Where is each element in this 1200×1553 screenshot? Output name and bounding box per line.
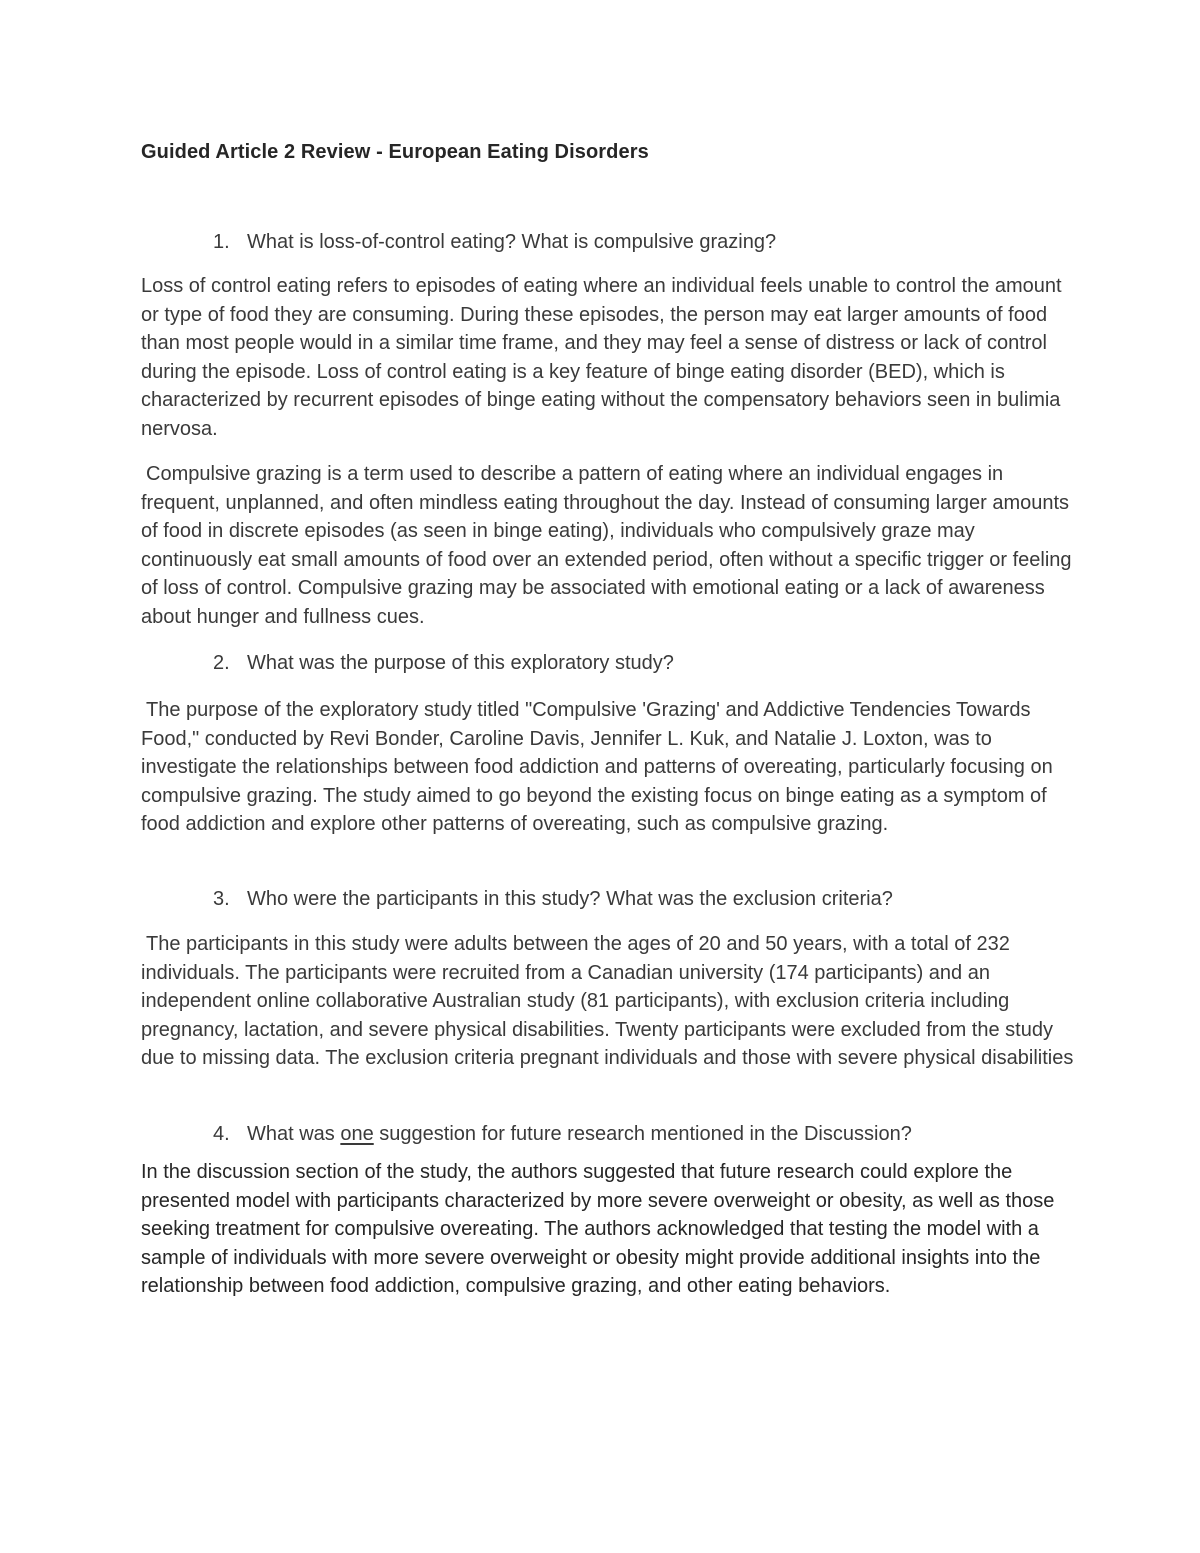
question-number: 4. [213,1123,230,1145]
question-text: Who were the participants in this study? What was the exclusion criteria? [247,888,893,910]
question-text: What is loss-of-control eating? What is compulsive grazing? [247,231,777,253]
question-number: 1. [213,231,230,253]
document-title: Guided Article 2 Review - European Eating Disorders [141,141,649,163]
question-number: 3. [213,888,230,910]
answer-1-paragraph-2: Compulsive grazing is a term used to describe a pattern of eating where an individual engages in frequent, unplanned, and often mindless eating throughout the day. Instead of consuming larger amounts of food in discrete episodes (as seen in binge eating), individuals who compulsively graze may continuously eat small amounts of food over an extended period, often without a specific trigger or feeling of loss of control. Compulsive grazing may be associated with emotional eating or a lack of awareness about hunger and fullness cues. [141,463,1072,628]
question-emphasis: one [340,1123,374,1145]
question-4 [213,1121,912,1147]
question-text-end: suggestion for future research mentioned in the Discussion? [373,1123,912,1145]
question-text-start: What was [247,1123,341,1145]
question-text: What was the purpose of this exploratory study? [247,652,674,674]
answer-2-paragraph-1: The purpose of the exploratory study titled "Compulsive 'Grazing' and Addictive Tendencies Towards Food," conducted by Revi Bonder, Caroline Davis, Jennifer L. Kuk, and Natalie J. Loxton, was to investigate the relationships between food addiction and patterns of overeating, particularly focusing on compulsive grazing. The study aimed to go beyond the existing focus on binge eating as a symptom of food addiction and explore other patterns of overeating, such as compulsive grazing. [141,699,1053,836]
question-1 [213,229,776,255]
answer-3-paragraph-1: The participants in this study were adults between the ages of 20 and 50 years, with a total of 232 individuals. The participants were recruited from a Canadian university (174 participants) and an independent online collaborative Australian study (81 participants), with exclusion criteria including pregnancy, lactation, and severe physical disabilities. Twenty participants were excluded from the study due to missing data. The exclusion criteria pregnant individuals and those with severe physical disabilities [141,933,1074,1070]
answer-4-paragraph-1: In the discussion section of the study, the authors suggested that future research could explore the presented model with participants characterized by more severe overweight or obesity, as well as those seeking treatment for compulsive overeating. The authors acknowledged that testing the model with a sample of individuals with more severe overweight or obesity might provide additional insights into the relationship between food addiction, compulsive grazing, and other eating behaviors. [141,1161,1055,1298]
question-2 [213,650,674,676]
question-number: 2. [213,652,230,674]
answer-1-paragraph-1: Loss of control eating refers to episodes of eating where an individual feels unable to control the amount or type of food they are consuming. During these episodes, the person may eat larger amounts of food than most people would in a similar time frame, and they may feel a sense of distress or lack of control during the episode. Loss of control eating is a key feature of binge eating disorder (BED), which is characterized by recurrent episodes of binge eating without the compensatory behaviors seen in bulimia nervosa. [141,275,1062,440]
question-3 [213,886,893,912]
